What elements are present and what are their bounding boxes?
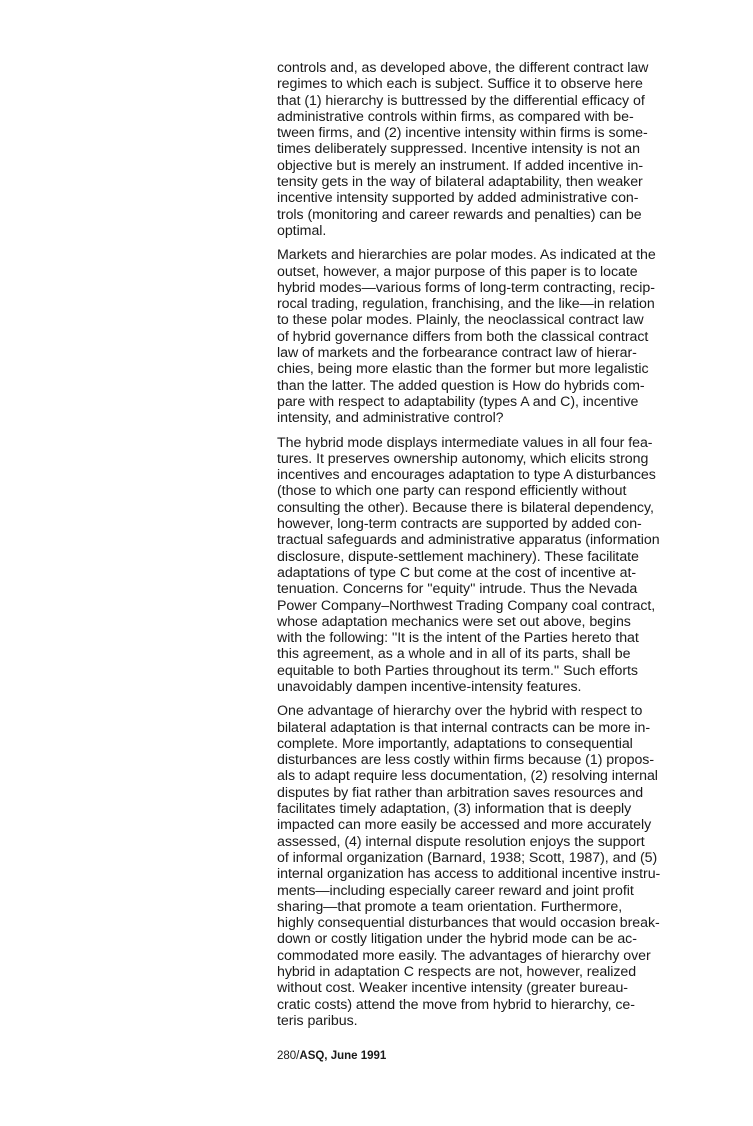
journal-citation: ASQ, June 1991: [299, 1050, 387, 1062]
paragraph-4: One advantage of hierarchy over the hybrid with respect to bilateral adaptation is that internal contracts can be more in- complete. More importantly, adaptations to consequential disturbances are less costly within firms because (1) propos- als to adapt require less documentation, (2) resolving internal disputes by fiat rather than arbitration saves resources and facilitates timely adaptation, (3) information that is deeply impacted can more easily be accessed and more accurately assessed, (4) internal dispute resolution enjoys the support of informal organization (Barnard, 1938; Scott, 1987), and (5) internal organization has access to additional incentive instru- ments—including especially career reward and joint profit sharing—that promote a team orientation. Furthermore, highly consequential disturbances that would occasion break- down or costly litigation under the hybrid mode can be ac- commodated more easily. The advantages of hierarchy over hybrid in adaptation C respects are not, however, realized without cost. Weaker incentive intensity (greater bureau- cratic costs) attend the move from hybrid to hierarchy, ce- teris paribus.: [277, 703, 661, 1029]
paragraph-3: The hybrid mode displays intermediate values in all four fea- tures. It preserves ownership autonomy, which elicits strong incentives and encourages adaptation to type A disturbances (those to which one party can respond efficiently without consulting the other). Because there is bilateral dependency, however, long-term contracts are supported by added con- tractual safeguards and administrative apparatus (information disclosure, dispute-settlement machinery). These facilitate adaptations of type C but come at the cost of incentive at- tenuation. Concerns for ''equity'' intrude. Thus the Nevada Power Company–Northwest Trading Company coal contract, whose adaptation mechanics were set out above, begins with the following: ''It is the intent of the Parties hereto that this agreement, as a whole and in all of its parts, shall be equitable to both Parties throughout its term.'' Such efforts unavoidably dampen incentive-intensity features.: [277, 434, 660, 695]
page-footer: [277, 1049, 386, 1063]
text-column: [277, 60, 693, 1037]
page-number: 280/: [277, 1050, 300, 1062]
paragraph-1: controls and, as developed above, the different contract law regimes to which each is subject. Suffice it to observe here that (1) hierarchy is buttressed by the differential efficacy of administrative controls within firms, as compared with be- tween firms, and (2) incentive intensity within firms is some- times deliberately suppressed. Incentive intensity is not an objective but is merely an instrument. If added incentive in- tensity gets in the way of bilateral adaptability, then weaker incentive intensity supported by added administrative con- trols (monitoring and career rewards and penalties) can be optimal.: [277, 60, 649, 239]
paragraph-2: Markets and hierarchies are polar modes. As indicated at the outset, however, a major purpose of this paper is to locate hybrid modes—various forms of long-term contracting, recip- rocal trading, regulation, franchising, and the like—in relation to these polar modes. Plainly, the neoclassical contract law of hybrid governance differs from both the classical contract law of markets and the forbearance contract law of hierar- chies, being more elastic than the former but more legalistic than the latter. The added question is How do hybrids com- pare with respect to adaptability (types A and C), incentive intensity, and administrative control?: [277, 247, 656, 427]
